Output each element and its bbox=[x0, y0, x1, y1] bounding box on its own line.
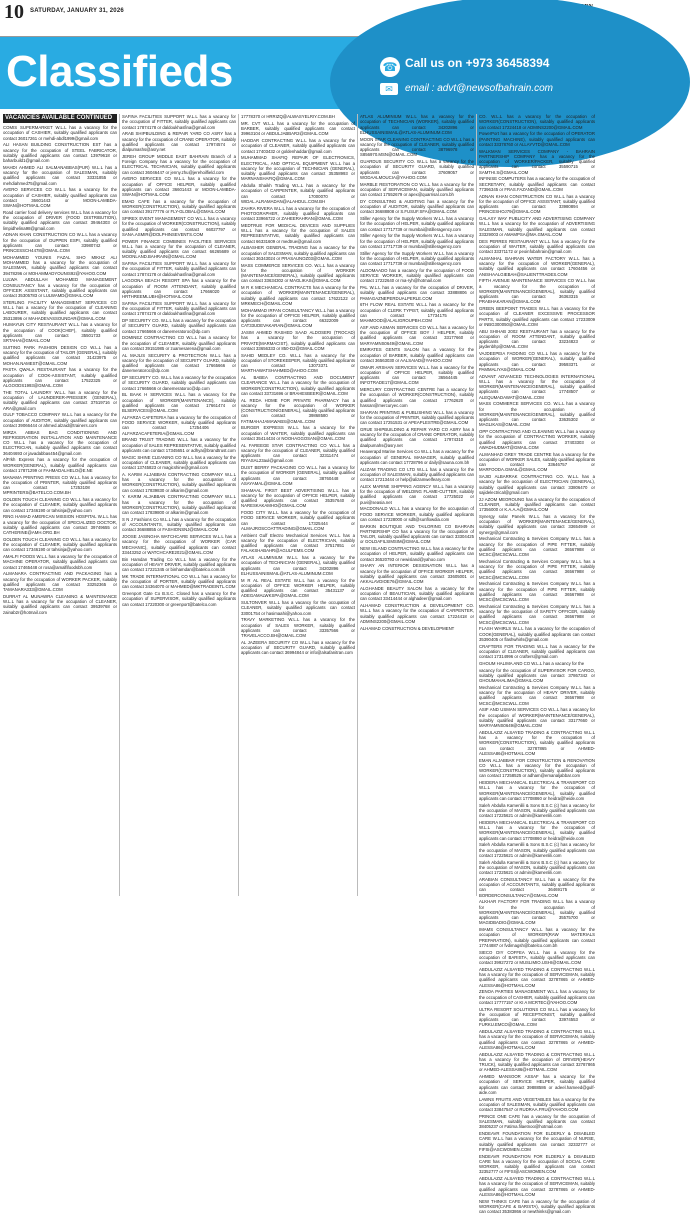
classified-ad: Stiller Agency for the Supply Workers W.L.L has a vacancy for the occupation of HELPER, suitably qualified applicants can contact 17717739 or mumbai@stilleragency.com bbox=[360, 216, 474, 232]
ad-column-3 bbox=[241, 114, 355, 896]
classified-ad: DES PERRES RESTAURANT W.L.L has a vacancy for the occupation of WAITER, suitably qualified applicants can contact 33371172 or peoinfobahrain@gmail.com bbox=[479, 239, 595, 255]
classified-ad: PASTA QWALA RESTAURANT has a vacancy for the occupation of COOK-ASSISTANT, suitably qualified applicants can contact 17522325 or ALGOODS1993@GMAIL.COM bbox=[3, 367, 117, 388]
classified-ad: ALDOMAADO has a vacancy for the occupation of FOOD SERVICE WORKER, suitably qualified applicants can contact 17222640 or ma-ryh@hotmail.com bbox=[360, 268, 474, 284]
classified-ad: ALMANHAL BAHRAIN WATER FACTORY W.L.L has a vacancy for the occupation of WORKER(GENERAL), suitably qualified applicants can contact 17604456 or ANISHAALGIEBAH@SALIENTTRADES.COM bbox=[479, 256, 595, 277]
classified-ad: LULWA ABDULLAH MOHAMED MANAGEMENT CONSULTANCY has a vacancy for the occupation of OFFICER ASSISTANT, suitably qualified applicants can contact 35305783 or LULWAMD@GMAIL.COM bbox=[3, 277, 117, 298]
classified-ad: GHOUM HALIMA AND CO W.L.L has a vacancy for the bbox=[479, 661, 595, 666]
classified-ad: SAHID MEDLEY CO. W.L.L has a vacancy for the occupation of STOREKEEPER, suitably qualified applicants can contact 13073371 or MARTHAWATSHAHMED@AHOO.COM bbox=[241, 353, 355, 374]
classified-ad: Mechanical Contracting & Services Company W.L.L has a vacancy for the occupation of PIPE FITTER, suitably qualified applicants can contact 36567988 or MCSC@MCSCWLL.COM bbox=[479, 536, 595, 557]
classified-ad: ABDULAZIZ ALSAYED TRADING & CONTRACTING W.L.L has a vacancy for the occupation of WORKER(CONSTRUCTION), suitably qualified applicants can contact 32787865 or AHMED-ALESSA86@HOTMAIL.COM bbox=[479, 730, 595, 756]
classified-ad: Abdulla Shaikh Trading W.L.L has a vacancy for the occupation of CARPENTER, suitably qualified applicants can contact 17000070 or WIDAL.ALRAMADAN@ALAHDUL.COM.BH bbox=[241, 183, 355, 204]
classified-ad: ALMANARA CONTRACTING AND PACKAGING has a vacancy for the occupation of WORKER PACKER, suitably qualified applicants can contact 33252365 or TAMANARA333@GMAIL.COM bbox=[3, 571, 117, 592]
classified-ad: S N J Fashions Co W.L.L has a vacancy for the occupation of ACCOUNTANTS, suitably qualified applicants can contact 36688855 or FASHIONSNJ@GMAIL.COM bbox=[122, 517, 236, 533]
ad-list-2 bbox=[122, 114, 236, 607]
ad-list-4 bbox=[360, 114, 474, 631]
classified-ad: RING HAMAD AMERICAN MISSION HOSPITAL W.L.L has a vacancy for the occupation of SPECIALIZED DOCTOR, suitably qualified applicants can contact 39749655 or CATHERINE@AMH.ORG.BH bbox=[3, 514, 117, 535]
classified-ad: GOLDEN TOUCH CLEANING CO W.L.L has a vacancy for the occupation of CLEANER, suitably qualified applicants can contact 17346190 or tahsinja@yahoo.com bbox=[3, 537, 117, 553]
classified-ad: FIFTH AVENUE MAINTENANCE SERVICES CO W.L.L has a vacancy for the occupation of WORKER(MAINTENANCE/GENERAL), suitably qualified applicants can contact 36363315 or PRABHAKARAN@GMAIL.COM bbox=[479, 278, 595, 304]
classified-ad: SAFINA FACILITIES SUPPORT W.L.L has a vacancy for the occupation of FITTER, suitably qualified applicants can contact 17874178 or daldoukhasfina@gmail.com bbox=[122, 301, 236, 317]
classified-ad: ABDULAZIZ ALSAYED TRADING & CONTRACTING W.L.L has a vacancy for the occupation of DRIVER(HEAVY TRUCK), suitably qualified applicants can contact 32787865 or AHMED-ALESSA86@HOTMAIL.COM bbox=[479, 1052, 595, 1073]
classified-ad: DP SECURITY CO. W.L.L has a vacancy for the occupation of SECURITY GUARD, suitably qualified applicants can contact 17665666 or danemeratoroc@dp.com bbox=[122, 318, 236, 334]
classified-ad: GULF TOBACCO COMPANY W.L.L has a vacancy for the occupation of AUDITOR, suitably qualified applicants can contact 39066444 or ahmed.alzaid@trainers.com bbox=[3, 412, 117, 428]
column-divider bbox=[119, 114, 120, 896]
classified-ad: THE TOTAL LAUNDRY W.L.L has a vacancy for the occupation of LAUNDERER-PRESSER (GENERAL), suitably qualified applicants can contact 37519716 or ARA@gmail.com bbox=[3, 390, 117, 411]
classified-ad: DOMINEZ CONTRACTING CO W.L.L has a vacancy for the occupation of CLEANER, suitably qualified applicants can contact 39151985 or zuamesarena@gmail.com bbox=[122, 335, 236, 351]
classified-ad: MEDTRUE FOR MEDICAL DEVICES AND SUPPLIES W.L.L has a vacancy for the occupation of SALES REPRESENTATIVE, suitably qualified applicants can contact 66331609 or medtrue@gmail.com bbox=[241, 223, 355, 244]
classified-ad: GALAXY WAY PUBLICITY AND ADVERTISING COMPANY W.L.L has a vacancy for the occupation of ADVERTISING SALESMAN, suitably qualified applicants can contact 33329003 or AMAMPSA@MA.GMAIL.COM bbox=[479, 216, 595, 237]
classified-ad: ENDEAVR FOUNDATION FOR ELDERLY & DISABLED CARE has a vacancy for the occupation of SOCIAL CARE WORKER, suitably qualified applicants can contact 32352777 or FIFSI@ASCWOMEN.COM bbox=[479, 1154, 595, 1175]
classified-ad: NEW THINKS CAFE has a vacancy for the occupation of WORKER(CAFE & BARISTA), suitably qualified applicants can contact 35383866 or newthinks@gmail.com bbox=[479, 1199, 595, 1214]
classified-ad: Heaverapd Marine Services Co W.L.L has a vacancy for the occupation of GENERAL MANAGER, suitably qualified applicants can contact 17728796 or daily@sauna.com.bh bbox=[360, 449, 474, 465]
classified-ad: GRUE SHIPBUILDING & REPAIR YARD CO ASRY has a vacancy for the occupation of CRANE OPERATOR, suitably qualified applicants can contact 17974310 or daalpumahs@asry.net bbox=[360, 427, 474, 448]
classified-ad: AVERO SERVICES CO W.L.L has a vacancy for the occupation of OFFICE HELPER, suitably qualified applicants can contact 36601443 or MOON-LAMBDA-SWAN@HOTMAIL.COM bbox=[122, 176, 236, 197]
classified-ad: ALEX MARINE SHIPPING AGENCY W.L.L has a vacancy for the occupation of WELDING FLAME-CUTTER, suitably qualified applicants can contact 17725022 or puvi@seasia.net bbox=[360, 484, 474, 505]
column-divider bbox=[238, 114, 239, 896]
classified-ad: PAL W.L.L has a vacancy for the occupation of DRIVER, suitably qualified applicants can contact 33888806 or PAMAGAZNEPERDUALPERLE.COM bbox=[360, 285, 474, 301]
classified-ad: SAFINA FACILITIES SUPPORT W.L.L has a vacancy for the occupation of FITTER, suitably qualified applicants can contact 17874178 or daldoukhasfina@gmail.com bbox=[122, 114, 236, 130]
classified-ad: ASF AND ASMAN SERVICES CO W.L.L has a vacancy for the occupation of OFFICE BOY / HELPER, suitably qualified applicants can contact 33177660 or MARYAMNS0649@GMAIL.COM bbox=[360, 325, 474, 346]
classified-ad: Stiller Agency for the Supply Workers W.L.L has a vacancy for the occupation of HELPER, suitably qualified applicants can contact 17717739 or mumbai@stilleragency.com bbox=[360, 251, 474, 267]
classified-ad: DY CONSULTING & AUDITING has a vacancy for the occupation of AUDITOR, suitably qualified applicants can contact 36688808 or S.FUSUF.SFA@GMAIL.COM bbox=[360, 199, 474, 215]
classified-ad: NEW ISLAND CONTRACTING W.L.L has a vacancy for the occupation of HELPER, suitably qualified applicants can contact 36520793 or newisland@yahoo.com bbox=[360, 546, 474, 562]
classified-ad: Saleh Abdulla Kamenlili & Sons B.S.C (c) has a vacancy for the occupation of MASON, suitably qualified applicants can contact 17225621 or admin@kamenlili.com bbox=[479, 860, 595, 876]
classified-ad: ALI HASAN BUILDING CONSTRUCTION EST has a vacancy for the occupation of STEEL FABRICATOR, suitably qualified applicants can contact 13979618 or baharbuild1@gmail.com bbox=[3, 142, 117, 163]
classified-ad: BARKIN BOUTIQUE AND TAILORING CO BAHRAIN PARTNERSHIP CO has a vacancy for the occupation of TAILOR, suitably qualified applicants can contact 33304425 or GOLDAFILSIMSIM@GMAIL.COM bbox=[360, 524, 474, 545]
classified-ad: M R K MECHANICAL CONTRACTS has a vacancy for the occupation of WORKER(MAINTENANCE/GENERAL), suitably qualified applicants can contact 17622122 or MRKMECH@GMAIL.COM bbox=[241, 285, 355, 306]
classified-ad: SULTONVER W.L.L has a vacancy for the occupation of CLEANER, suitably qualified applicants can contact 33001754 or hasimaahi@yahoo.com bbox=[241, 600, 355, 616]
classified-ad: PRINCE ONE CAFE has a vacancy for the occupation of SALESMAN, suitably qualified applicants can contact 38405237 or Fatima.filaetnoo@hotmail.com bbox=[479, 1114, 595, 1130]
classified-ad: MIRZA ABBAS BAG CONDITIONING AND REFRIGERATION INSTALLATION AND MAINTENANCE CO W.L.L has a vacancy for the occupation of ELECTRICIAN, suitably qualified applicants can contact 36404693 or javadabbas454@gmail.com bbox=[3, 430, 117, 456]
classified-ad: ASIF AND USMAN SERVICES CO W.L.L has a vacancy for the occupation of WORKER(MAINTENANCE/GENERAL), suitably qualified applicants can contact 33177660 or MARYAMNS0649@GMAIL.COM bbox=[479, 707, 595, 728]
classified-ad: Road carrier food delivery services W.L.L has a vacancy for the occupation of DRIVER (FOOD DISTRIBUTION), suitably qualified applicants can contact 39464303 or limpidhelina98@gmail.com bbox=[3, 210, 117, 231]
classified-ad: JEREH GROUP MIDDLE EAST BAHRAIN Branch of a Foreign Company has a vacancy for the occupation of ELECTRICAL TECHNICIAN, suitably qualified applicants can contact 36046447 or jenny.zhu@jerehoilfield.com bbox=[122, 154, 236, 175]
classified-ad: MAGIC SHINE CLEANING CO W.L.L has a vacancy for the occupation of CLEANER, suitably qualified applicants can contact 13745823 or magicshine@gmail.com bbox=[122, 455, 236, 471]
ad-column-5 bbox=[479, 114, 595, 896]
classified-ad: EMAD CAFE has a vacancy for the occupation of WORKER(CONSTRUCTION), suitably qualified applicants can contact 39177776 or FLY-GLOBAL@GMAIL.COM bbox=[122, 199, 236, 215]
classified-ad: AL BABEA CONTRACTING AND DOCUMENT CLEARANCE W.L.L has a vacancy for the occupation of WORKER(CONSTRUCTION), suitably qualified applicants can contact 33731696 or BRAHESBEER@GMAIL.COM bbox=[241, 375, 355, 396]
classified-ad: A. KARIM ALJABBAN CONTRACTING COMPANY W.L.L has a vacancy for the occupation of WORKER(CONSTRUCTION), suitably qualified applicants can contact 17839830 or alkarim@gmail.com bbox=[122, 472, 236, 493]
classified-ad: SHARAN PRINTING & PUBLISHING W.L.L has a vacancy for the occupation of PRINTER, suitably qualified applicants can contact 17251531 or APEAPLESTRE@GMAIL.COM bbox=[360, 410, 474, 426]
classified-ad: FOOD CITY W.L.L has a vacancy for the occupation of FOOD SERVICE WORKER, suitably qualified applicants can contact 17325444 or ALMAJROSCOATTRADING@GMAIL.COM bbox=[241, 510, 355, 531]
classified-ad: AlFrkh Express has a vacancy for the occupation of WORKER(GENERAL), suitably qualified applicants can contact 17871299 or FAHMADALHELO@E.NE bbox=[3, 457, 117, 473]
classified-ad: HEIDERA MECHANICAL ELECTRICAL & TRANSPORT CO W.L.L has a vacancy for the occupation of WORKER(MAINTENANCE/GENERAL), suitably qualified applicants can contact 17708860 or heidra@heide.com bbox=[479, 780, 595, 801]
classified-ad: LAGOONA BEACH RESORT SPA has a vacancy for the occupation of ROOM ATTENDANT, suitably qualified applicants can contact 17666020 or HRTHREEMLUBH@HOTMAIL.COM bbox=[122, 278, 236, 299]
ad-list-1 bbox=[3, 125, 117, 615]
classified-ad: ABDULAZIZ ALSAYED TRADING & CONTRACTING W.L.L has a vacancy for the occupation of SERVICEMAN, suitably qualified applicants can contact 32787865 or AHMED-ALESSA86@HOTMAIL.COM bbox=[479, 1176, 595, 1197]
ad-column-4 bbox=[360, 114, 474, 896]
classified-ad: ALIZAM TRADING CO LTD W.L.L has a vacancy for the occupation of SALESMAN, suitably qualified applicants can contact 17213444 or help@alizamwelfeary.com bbox=[360, 467, 474, 483]
classified-ad: MASS COMMERCE SERVICES CO. W.L.L has a vacancy for the occupation of WORKER(MAINTENANCE/GENERAL), suitably qualified applicants can contact 33635302 or MAGLIKAS@GMAIL.COM bbox=[479, 401, 595, 427]
classified-ad: VAJDEEPEIA FADDING CO W.L.L has a vacancy for the occupation of WORKER(GENERAL), suitably qualified applicants can contact 39593371 or PAMMALIYAS@GMAIL.COM bbox=[479, 351, 595, 372]
classified-ad: 17778370 or HRRIZQ@ALWASYELRIY.COM.BH bbox=[241, 114, 355, 119]
classified-ad: Saleh Abdulla Kamenlili & Sons B.S.C (c) has a vacancy for the occupation of MASON, suitably qualified applicants can contact 17225621 or admin@kamenlili.com bbox=[479, 842, 595, 858]
classified-ad: HADDAR CONTRACTING W.L.L has a vacancy for the occupation of CLEANER, suitably qualified applicants can contact 17403432 or goldenhaddar@gmail.com bbox=[241, 138, 355, 154]
classified-ad: AMALFI FOODS W.L.L has a vacancy for the occupation of MACHINE OPERATOR, suitably qualified applicants can contact 17465448 or rosa@amalfifoodsbh.com bbox=[3, 554, 117, 570]
classified-ad: ALKHAR FACTORY FOR TRADING W.L.L has a vacancy for the occupation of WORKER(MAINTENANCE/GENERAL), suitably qualified applicants can contact 35575700 or MAGIDBADIG@GMAIL.COM bbox=[479, 899, 595, 925]
classified-ad: STERLING FACILITY MANAGEMENT SERVICES CO W.L.L has a vacancy for the occupation of CLEANING LABOURER, suitably qualified applicants can contact 35313896 or MAHADEVASSOUNDAR@GMAIL.COM bbox=[3, 300, 117, 321]
classified-ad: ATLAS ALUMINIUM W.L.L has a vacancy for the occupation of TECHNICIAN (WORKER), suitably qualified applicants can contact 34202896 or ELHUSSAINISMAIL@ATLAS-ALUMINUM.COM bbox=[360, 114, 474, 135]
classified-ad: SIECO DIY COFFEA W.L.L has a vacancy for the occupation of BARISTA, suitably qualified applicants can contact 39927272 or MUSLIMIO.USHI@GMAIL.COM bbox=[479, 950, 595, 966]
classified-ad: GUARDUS SECURITY CO. W.L.L has a vacancy for the occupation of SECURITY GUARD, suitably qualified applicants can contact 37609057 or WODAALMOUCIA@YAHOO.COM bbox=[360, 159, 474, 180]
classified-ad: BRAND TRUST TRADING W.L.L has a vacancy for the occupation of SALES REPRESENTATIVE, suitably qualified applicants can contact 17345651 or adhya@brandtrust.com bbox=[122, 437, 236, 453]
classified-ad: SUITING PARK FASHION DESIGN CO W.L.L has a vacancy for the occupation of TAILOR (GENERAL), suitably qualified applicants can contact 31423975 or MOHAN.NAMEST@GMAIL.COM bbox=[3, 345, 117, 366]
classified-ad: ALGHANDE BEAUTY SALON has a vacancy for the occupation of BEAUTICIAN, suitably qualified applicants can contact 33414444 or alghadeer@gmail.com bbox=[360, 586, 474, 602]
classified-ad: ATLAS ALUMINIUM W.L.L has a vacancy for the occupation of TECHNICIAN (GENERAL), suitably qualified applicants can contact 34202896 or ELHUSSAINISMAIL@ATLAS-ALUMINUM.COM bbox=[241, 555, 355, 576]
classified-ad: Mechanical Contracting & Services Company W.L.L has a vacancy for the occupation of PIPE FITTER, suitably qualified applicants can contact 36567988 or MCSC@MCSCWLL.COM bbox=[479, 559, 595, 580]
classified-ad: ZENOA PARTIES MANAGEMENT W.L.L has a vacancy for the occupation of CASHIER, suitably qualified applicants can contact 17777157 or KI A MCRTEC@YAHOO.COM bbox=[479, 989, 595, 1005]
classified-ad: HUMAYUN CITY RESTAURANT W.L.L has a vacancy for the occupation of COOK(CHEF), suitably qualified applicants can contact 35501733 or SRTAHAI@GMAIL.COM bbox=[3, 322, 117, 343]
classifieds-banner bbox=[0, 37, 599, 109]
call-text: Call us on +973 36458394 bbox=[405, 56, 549, 70]
mail-icon: ✉ bbox=[380, 83, 398, 95]
classified-ad: ALFARZA CAFETERIA has a vacancy for the occupation of FOOD SERVICE WORKER, suitably qualified applicants can contact 17254406 or ALFARZACAFETERIA@GMAIL.COM bbox=[122, 415, 236, 436]
classified-ad: 2J AZOM MEOROUNG has a vacancy for the occupation of CLEANER, suitably qualified applicants can contact 17356000 or K.A.A.A@GMAIL.COM bbox=[479, 497, 595, 513]
classified-ad: MAHDI AHMED ALI SALMANABBAS(PUR) W.L.L has a vacancy for the occupation of SALESMAN, suitably qualified applicants can contact 33331855 or mehdiahmed75@gmail.com bbox=[3, 165, 117, 186]
classified-ad: TRAVY MARKETING W.L.L has a vacancy for the occupation of SALES WORKER, suitably qualified applicants can contact 33357566 or TRAVELACCO.BH@GMAIL.COM bbox=[241, 617, 355, 638]
classified-ad: MR. CVT W.L.L has a vacancy for the occupation of BARBER, suitably qualified applicants can contact 39963104 or ABDULJABBAR2@GMAIL.COM bbox=[241, 121, 355, 137]
classified-ad: ADNAN KHAN CONSTRUCTION CO W.L.L has a vacancy for the occupation of OFFICE ASSISTANT, suitably qualified applicants can contact 33980894 or PRINCESHOJ79@GMAIL.COM bbox=[479, 194, 595, 215]
classified-ad: MOHAMMAD IRFAN CONSULTANCY W.L.L has a vacancy for the occupation of OFFICE HELPER, suitably qualified applicants can contact 66322009 or CAT33UDEVAKARAN@GMAIL.COM bbox=[241, 308, 355, 329]
classified-ad: JOOSE JASINGHA WATCHCARE SERVICES W.L.L has a vacancy for the occupation of WORKER (CAR MECHANIC), suitably qualified applicants can contact 33443252 or WATCHCARE2021@GMAIL.COM bbox=[122, 534, 236, 555]
classified-ad: ALHAMAD CONSTRUCTION & DEVELOPMENT CO. W.L.L has a vacancy for the occupation of CARPENTER, suitably qualified applicants can contact 17224418 or ADMINS2200@GMAIL.COM bbox=[360, 603, 474, 624]
classified-ad: BL BAAK H SERVICES W.L.L has a vacancy for the occupation of WORKER(MAINTENANCE), suitably qualified applicants can contact 17661474 or BLSERVICES@GMAIL.COM bbox=[122, 392, 236, 413]
classified-ad: COMIS SUPERMARKET W.L.L has a vacancy for the occupation of CASHIER, suitably qualified applicants can contact 36017261 or mehdi-abdl1999@gmail.com bbox=[3, 125, 117, 141]
classified-ad: ALHAMAD CONSTRUCTION & DEVELOPMENT bbox=[360, 626, 474, 631]
email-text: email : advt@newsofbahrain.com bbox=[405, 83, 553, 94]
classified-ad: EMAN ALJABBAR FOR CONSTRUCTION & RENOVATION CO W.L.L has a vacancy for the occupation of WORKER(CONSTRUCTION), suitably qualified applicants can contact 17258525 or adham@emanaljabbar.com bbox=[479, 758, 595, 779]
classified-ad: MARBLE RESTORATION CO W.L.L has a vacancy for the occupation of SERVICEMAN, suitably qualified applicants can contact 17552679 or apex@quarrisal.com.bh bbox=[360, 182, 474, 198]
classified-ad: Mechanical Contracting & Services Company W.L.L has a vacancy for the occupation of SAFETY OFFICER, suitably qualified applicants can contact 36567988 or MCSC@MCSCWLL.COM bbox=[479, 604, 595, 625]
classified-ad: SPIREX EVENT MANAGEMENT CO W.L.L has a vacancy for the occupation of WORKER(CONSTRUCTION), suitably qualified applicants can contact 66027797 or SANA.ASMIR@DOLPHINSEVENTS.COM bbox=[122, 216, 236, 237]
ad-list-5 bbox=[479, 114, 595, 1214]
classified-ad: ARABIAN CONSULTANCY W.L.L has a vacancy for the occupation of ACCOUNTANTS, suitably qualified applicants can contact 36469175 or BORDERCONSULTANCY@GMAIL.COM bbox=[479, 877, 595, 898]
classified-ad: Mechanical Contracting & Services Company W.L.L has a vacancy for the occupation of HEAVY DRIVER, suitably qualified applicants can contact 36567988 or MCSC@MCSCWLL.COM bbox=[479, 685, 595, 706]
classified-ad: MUHAMMAD SHAFIQ REPAIR OF ELECTRONICS, ELECTRICAL, AND OPTICAL EQUIPMENT W.L.L has a vacancy for the occupation of TECHNICIAN (GENERAL), suitably qualified applicants can contact 35358993 or MARNANSHAFIQ@GMAIL.COM bbox=[241, 155, 355, 181]
banner-title: Classifieds bbox=[6, 49, 233, 95]
classified-ad: INFINISE COMPUTERS has a vacancy for the occupation of SECRETARY, suitably qualified applicants can contact 77396345 or FRAS.FAZAND@GMAIL.COM bbox=[479, 176, 595, 192]
classified-ad: AL JAZEERA SECURITY CO W.L.L has a vacancy for the occupation of SECURITY GUARD, suitably qualified applicants can contact 36994844 or info@alsafanitran.com bbox=[241, 640, 355, 656]
classified-ad: 6TH FLOW REAL ESTATE W.L.L has a vacancy for the occupation of CLERK TYPIST, suitably qualified applicants can contact 17734175 or MAHMOOD@ALALIGROUPBH.COM bbox=[360, 302, 474, 323]
classified-ad: WALKMAN SERVICES COMPANY - BAHRAIN PARTNERSHIP COMPANY has a vacancy for the occupation of WORKER/PACKER, suitably qualified applicants can contact 35590715 or SAMTHI.S@GMAIL.COM bbox=[479, 149, 595, 175]
classified-ad: DURRAT AL MUNAWRA CLEANING & MAINTENANCE W.L.L has a vacancy for the occupation of CLEANER, suitably qualified applicants can contact 39539768 or zainab2r@hotmail.com bbox=[3, 594, 117, 615]
classified-ad: HEIDERA MECHANICAL ELECTRICAL & TRANSPORT CO W.L.L has a vacancy for the occupation of WORKER(MAINTENANCE/GENERAL), suitably qualified applicants can contact 17708860 or heidra@heide.com bbox=[479, 820, 595, 841]
classified-ad: AVERO SERVICES CO W.L.L has a vacancy for the occupation of CASHIER, suitably qualified applicants can contact 36601443 or MOON-LAMBDA-SWAN@HOTMAIL.COM bbox=[3, 187, 117, 208]
classified-ad: ALMANHAD GREY TRADE CENTRE has a vacancy for the occupation of WORKER SALES, suitably qualified applicants can contact 33646757 or MARFOODA.GMAIL@GMAIL.COM bbox=[479, 452, 595, 473]
classified-ad: OPP CONTRACTING AND CLEANING W.L.L has a vacancy for the occupation of CONTRACTING WORKER, suitably qualified applicants can contact 37403303 or AWADHUDMAT@GMAIL.COM bbox=[479, 429, 595, 450]
classified-ad: SHAMAAL FIRST BEST ADVERTISING W.L.L has a vacancy for the occupation of OFFICE HELPER, suitably qualified applicants can contact 35357640 or NARESKAKAMHO@GMAIL.COM bbox=[241, 488, 355, 509]
classified-ad: LAWNS FRUITS AND VEGETABLES has a vacancy for the occupation of SALESMAN, suitably qualified applicants can contact 33847547 or RUDRAA.FRU@YAHOO.COM bbox=[479, 1097, 595, 1113]
classified-ad: Greenport Gate Co B.S.C. Closed has a vacancy for the occupation of SUPERVISOR, suitably qualified applicants can contact 17220300 or greenport@batelco.com bbox=[122, 591, 236, 607]
classified-ad: M R AL REAL ESTATE W.L.L has a vacancy for the occupation of OFFICE WORKER HELPER, suitably qualified applicants can contact 35431137 or ADEGAMALWKSPA@GMAIL.COM bbox=[241, 578, 355, 599]
classified-ad: vacancy for the occupation of SUPERVISOR FOR CARGO, suitably qualified applicants can contact 37867342 or GHOUMAHALIMA@GMAIL.COM bbox=[479, 668, 595, 684]
classified-ad: EMIRATES GENTS SALON has a vacancy for the occupation of BARBER, suitably qualified applicants can contact 36563030 or AALSAIAD@YAHOO.COM bbox=[360, 347, 474, 363]
classified-ad: Stiller Agency for the Supply Workers W.L.L has a vacancy for the occupation of HELPER, suitably qualified applicants can contact 17717739 or mumbai@stilleragency.com bbox=[360, 233, 474, 249]
classified-ad: ADVANT ADVANCED TECHNOLOGIES INTERNATIONAL W.L.L has a vacancy for the occupation of WORKER(MAINTENANCE/GENERAL), suitably qualified applicants can contact 17748507 or ALEQUMADAWAT@GMAIL.COM bbox=[479, 374, 595, 400]
classified-ad: ZAHRA RIVERA W.L.L has a vacancy for the occupation of PHOTOGRAPHER, suitably qualified applicants can contact 33966722 or ZAHEERAHRAN@GMAIL.COM bbox=[241, 206, 355, 222]
classified-ad: GREEN BEEPOINT TRADES W.L.L has a vacancy for the occupation of CLEANER EXCESSIVE PROCESSOR PARTS, suitably qualified applicants can contact 17233009 or INBG300050@GMAIL.COM bbox=[479, 306, 595, 327]
classified-ad: MACDONALD W.L.L has a vacancy for the occupation of FOOD SERVICE WORKER, suitably qualified applicants can contact 17228000 or sdlt@sunflowdia.com bbox=[360, 506, 474, 522]
classified-ad: AL REDA HOME FOR PRIVATE PHARMACY has a vacancy for the occupation of WORKER (CONSTRUCTION/GENERAL), suitably qualified applicants can contact 39868580 or FATIMAHAJAMAWABS@GMAIL.COM bbox=[241, 398, 355, 424]
ad-column-1 bbox=[3, 114, 117, 896]
classified-ad: CO. W.L.L has a vacancy for the occupation of WORKER(CONSTRUCTION), suitably qualified applicants can contact 17224418 or ADMINS2200@GMAIL.COM bbox=[479, 114, 595, 130]
classified-ad: MK TRADE INTERNATIONAL CO W.L.L has a vacancy for the occupation of PORTER, suitably qualified applicants can contact 34364070 or MAHMED@MKTRADEINTL.COM bbox=[122, 574, 236, 590]
classified-ad: ALBASHER GENERAL TRADING has a vacancy for the occupation of SALESMAN, suitably qualified applicants can contact 36343024 or PRASAUNOZ03@GMAIL.COM bbox=[241, 245, 355, 261]
classified-ad: POWER FINANCE COMBINES FACILITIES SERVICES W.L.L has a vacancy for the occupation of CLEANER, suitably qualified applicants can contact 66265689 or MOONLAND.BAHRAIN@GMAIL.COM bbox=[122, 239, 236, 260]
classified-ad: ULTRA RESORT SOLUTIONS CO W.L.L has a vacancy for the occupation of RECEPTIONIST, suitably qualified applicants can contact 33974553 or FURKU.EMCO@GMAIL.COM bbox=[479, 1007, 595, 1028]
section-heading: VACANCIES AVAILABLE CONTINUED bbox=[3, 114, 117, 123]
classified-ad: FLASH WHIRLS W.L.L has a vacancy for the occupation of COOK(GENERAL), suitably qualified applicants can contact 35390405 or flashwhirls@gmail.com bbox=[479, 626, 595, 642]
classified-ad: MASS COMMERCE SERVICES CO. W.L.L has a vacancy for the occupation of WORKER (MAINTENANCE/GENERAL), suitably qualified applicants can contact 33634302 or MAGLIKAS@GMAIL.COM bbox=[241, 263, 355, 284]
classified-ad: MOHAMMED YOUNIS FAZAL SHO MIKHZ ALI MOHAMMED has a vacancy for the occupation of SALESMAN, suitably qualified applicants can contact 39478296 or MOHAMMADYOUNIS92@YAHOO.COM bbox=[3, 255, 117, 276]
classified-ad: MANAMA PRINTING PRESS CO W.L.L has a vacancy for the occupation of PRINTER, suitably qualified applicants can contact 17253108 or MPRINTERS@BATELCO.COM.BH bbox=[3, 475, 117, 496]
classified-ad: Ambient Gulf Electro Mechanical Services W.L.L has a vacancy for the occupation of ELECTRICIAN, suitably qualified applicants can contact 37517851 or FALAKSHABAHR@AGULFEMS.COM bbox=[241, 533, 355, 554]
classified-ad: MOON STAR CLEANING CONTRACTING CO W.L.L has a vacancy for the occupation of CLEANER, suitably qualified applicants can contact 38796978 or S856970.MSN@GMAIL.COM bbox=[360, 137, 474, 158]
classified-ad: DP SECURITY CO. W.L.L has a vacancy for the occupation of SECURITY GUARD, suitably qualified applicants can contact 17665666 or danemeratoroc@dp.com bbox=[122, 375, 236, 391]
classified-ad: PowerPort has a vacancy for the occupation of OPERATOR (PAINTING MACHINE), suitably qualified applicants can contact 33378760 or ALLAYVTD@GMAIL.COM bbox=[479, 131, 595, 147]
classified-ad: MERCURY CONTRACTING CENTRE has a vacancy for the occupation of WORKER(CONSTRUCTION), suitably qualified applicants can contact 17762620 or hassan@mercuryec.com bbox=[360, 387, 474, 408]
classified-ad: ARAB SHIPBUILDING & REPAIR YARD CO ASRY has a vacancy for the occupation of CRANE OPERATOR, suitably qualified applicants can contact 17974574 or dialpumashs@asry.net bbox=[122, 131, 236, 152]
column-divider bbox=[476, 114, 477, 896]
classified-ad: Saleh Abdulla Kamenlili & Sons B.S.C (c) has a vacancy for the occupation of MASON, suitably qualified applicants can contact 17225621 or admin@kamenlili.com bbox=[479, 803, 595, 819]
classified-ad: AL FAREEGE STAR CONTRACTING CO W.L.L has a vacancy for the occupation of CLEANER, suitably qualified applicants can contact 32311474 or RIYASAL23aul@gmail.com bbox=[241, 443, 355, 464]
page-number: 10 bbox=[4, 2, 24, 22]
classified-ad: SAJID ALBARRAK CONTRACTING CO. W.L.L has a vacancy for the occupation of ELECTRICIAN (GENERAL), suitably qualified applicants can contact 33806470 or sajidelectrical@gmail.com bbox=[479, 474, 595, 495]
classified-ad: SAFINA FACILITIES SUPPORT W.L.L has a vacancy for the occupation of FITTER, suitably qualified applicants can contact 17874178 or daldoukhasfina@gmail.com bbox=[122, 261, 236, 277]
classified-ad: BURGER EXPRESS W.L.L has a vacancy for the occupation of WAITER, suitably qualified applicants can contact 35414434 or NOOHAGGOSAN@GMAIL.COM bbox=[241, 425, 355, 441]
classified-ad: OMAIR ARSHAN SERVICES W.L.L has a vacancy for the occupation of OFFICE HELPER, suitably qualified applicants can contact 36564445 or INFOTRADE17@GMAIL.COM bbox=[360, 365, 474, 386]
classified-ad: AL MAJLIS SECURITY & PROTECTION W.L.L has a vacancy for the occupation of SECURITY GUARD, suitably qualified applicants can contact 17665666 or danemeratoroc@dp.com bbox=[122, 353, 236, 374]
classified-ad: Bin Hamdan Trading Co W.L.L has a vacancy for the occupation of HEAVY DRIVER, suitably qualified applicants can contact 17221345 or binhamdan@batelco.com.bh bbox=[122, 557, 236, 573]
classified-ad: SHARY AN INTERIOR DESIGNATION W.L.L has a vacancy for the occupation of OFFICE WORKER HELPER, suitably qualified applicants can contact 33605001 or AKKALAVDIOE76@GMAIL.COM bbox=[360, 563, 474, 584]
phone-icon: ☎ bbox=[380, 57, 400, 77]
column-divider bbox=[357, 114, 358, 896]
classified-ad: ABDULAZIZ ALSAYED TRADING & CONTRACTING W.L.L has a vacancy for the occupation of SERVICEMAN, suitably qualified applicants can contact 32787865 or AHMED-ALESSA86@HOTMAIL.COM bbox=[479, 967, 595, 988]
classified-ad: ADNAN KHAN CONSTRUCTION CO W.L.L has a vacancy for the occupation of DUPPEN ESPI, suitably qualified applicants can contact 33980742 or PRINCESSCH4478@GMAIL.COM bbox=[3, 232, 117, 253]
classified-ad: ABU SHIHAB 2002 RESTAURANT has a vacancy for the occupation of ROOM ATTENDANT, suitably qualified applicants can contact 33234823 or jaydenbhp@GMAIL.COM bbox=[479, 329, 595, 350]
classified-ad: Mechanical Contracting & Services Company W.L.L has a vacancy for the occupation of PIPE FITTER, suitably qualified applicants can contact 36567988 or MCSC@MCSCWLL.COM bbox=[479, 581, 595, 602]
classified-ad: ABDULAZIZ ALSAYED TRADING & CONTRACTING W.L.L has a vacancy for the occupation of SERVICEMAN, suitably qualified applicants can contact 32787865 or AHMED-ALESSA86@HOTMAIL.COM bbox=[479, 1029, 595, 1050]
classified-ad: ENDEAVR FOUNDATION FOR ELDERLY & DISABLED CARE W.L.L has a vacancy for the occupation of NURSE, suitably qualified applicants can contact 32332777 or FIFSI@ASCWOMEN.COM bbox=[479, 1131, 595, 1152]
classified-ad: Synergy solar Panels W.L.L has a vacancy for the occupation of WORKER(MAINTENANCE/GENERAL), suitably qualified applicants can contact 33654949 or synergy@gmail.com bbox=[479, 514, 595, 535]
classified-ad: CRAFTERS FOR TRADING W.L.L has a vacancy for the occupation of CLEANER, suitably qualified applicants can contact 17314996 or crafters@gmail.com bbox=[479, 644, 595, 660]
ad-list-3 bbox=[241, 114, 355, 656]
classified-ad: JASIM AHMED RASHED SAAD ALDOSERI (TROCAD) has a vacancy for the occupation of PRIVATE(MARMACIST), suitably qualified applicants can contact 33656333 or 850-D2@GMAIL.COM bbox=[241, 330, 355, 351]
classified-ad: DUST BERRY PACKAGING CO W.L.L has a vacancy for the occupation of WORKER (GENERAL), suitably qualified applicants can contact 38760448 or ASAYAMAL@GMAIL.COM bbox=[241, 465, 355, 486]
classified-ad: GOLDEN TOUCH CLEANING CO W.L.L has a vacancy for the occupation of CLEANER, suitably qualified applicants can contact 17346190 or tahsinja@yahoo.com bbox=[3, 497, 117, 513]
issue-date: SATURDAY, JANUARY 31, 2026 bbox=[30, 8, 124, 14]
classified-ad: IMAMS CONSULTANCY W.L.L has a vacancy for the occupation of WORKER(RAW MATERIALS PREPARATION), suitably qualified applicants can contact 17744887 or fvdimagsh@batelco.com.bh bbox=[479, 927, 595, 948]
classified-ad: AHMED MANSOOR ASSAF has a vacancy for the occupation of SERVICE HELPER, suitably qualified applicants can contact 39888586 or adeel.hameed@gulf-aide.com bbox=[479, 1074, 595, 1095]
ad-column-2 bbox=[122, 114, 236, 896]
classified-ad: Y. KARIM ALJABBAN CONTRACTING COMPANY W.L.L has a vacancy for the occupation of WORKER(CONSTRUCTION), suitably qualified applicants can contact 17839800 or alkarim@gmail.com bbox=[122, 494, 236, 515]
